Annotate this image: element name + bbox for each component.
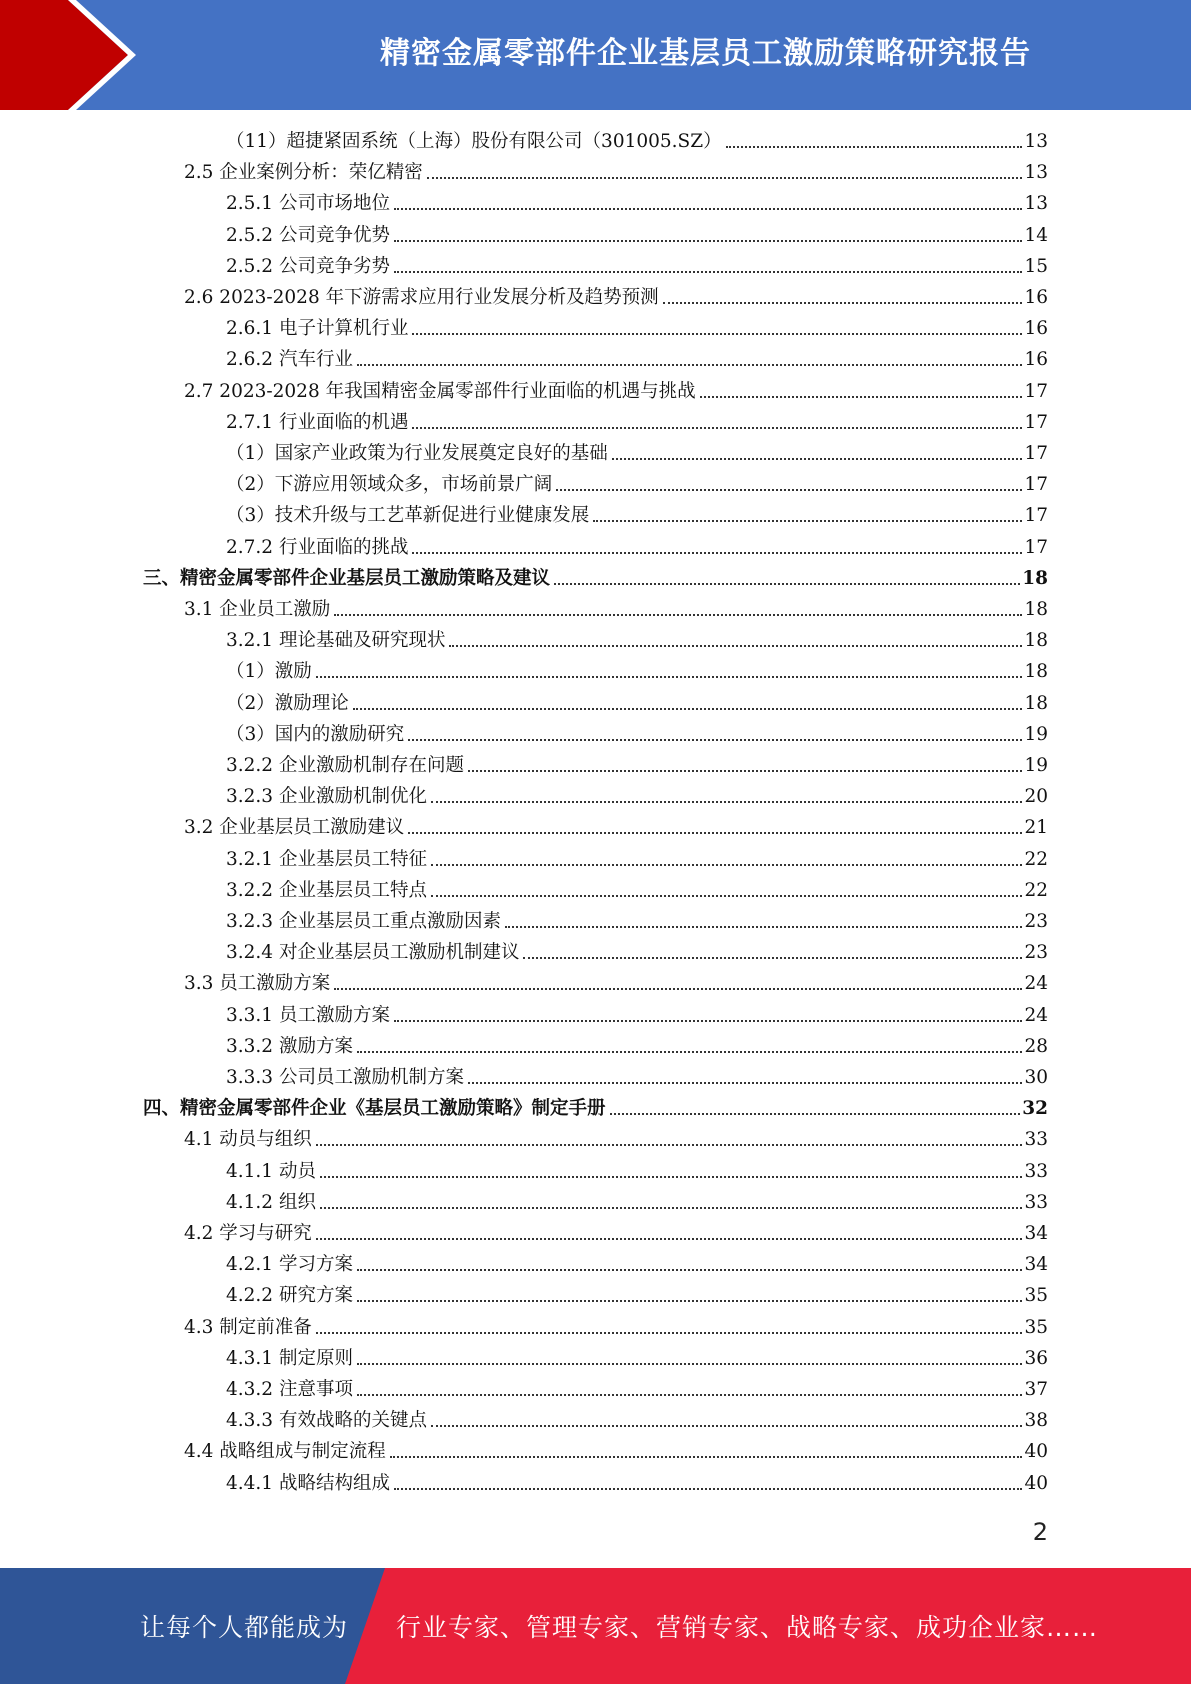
toc-dot-leader [394, 270, 1022, 273]
toc-dot-leader [320, 1175, 1023, 1178]
toc-entry-title: （1）激励 [226, 661, 312, 683]
toc-dot-leader [431, 863, 1022, 866]
toc-dot-leader [554, 582, 1020, 585]
toc-entry[interactable] [226, 908, 1048, 936]
toc-entry[interactable] [226, 690, 1048, 718]
report-title: 精密金属零部件企业基层员工激励策略研究报告 [380, 36, 1031, 71]
footer-slogan: 让每个人都能成为 [140, 1613, 349, 1642]
toc-entry-title: 3.2.4 对企业基层员工激励机制建议 [226, 942, 520, 964]
toc-dot-leader [390, 1455, 1023, 1458]
toc-dot-leader [468, 769, 1022, 772]
toc-entry-title: 2.6.1 电子计算机行业 [226, 318, 409, 340]
toc-dot-leader [505, 925, 1022, 928]
toc-entry[interactable] [226, 846, 1048, 874]
toc-dot-leader [357, 1362, 1023, 1365]
toc-entry-title: 4.2 学习与研究 [184, 1223, 312, 1244]
toc-entry[interactable] [184, 1314, 1048, 1342]
toc-dot-leader [523, 956, 1022, 959]
toc-dot-leader [357, 1050, 1023, 1053]
toc-dot-leader [394, 207, 1022, 210]
toc-dot-leader [357, 1299, 1023, 1302]
toc-entry[interactable] [184, 378, 1048, 406]
toc-entry-title: 3.3.1 员工激励方案 [226, 1004, 390, 1026]
toc-entry[interactable] [226, 877, 1048, 905]
toc-entry[interactable] [226, 315, 1048, 343]
toc-entry-title: 4.1.1 动员 [226, 1160, 316, 1182]
toc-dot-leader [700, 395, 1023, 398]
toc-dot-leader [316, 675, 1023, 678]
toc-entry-page: 16 [1024, 349, 1048, 371]
toc-entry-page: 18 [1024, 661, 1048, 683]
toc-entry-page: 24 [1024, 1004, 1048, 1026]
toc-entry-page: 14 [1024, 224, 1048, 246]
toc-entry-page: 21 [1024, 817, 1048, 839]
toc-entry[interactable] [226, 627, 1048, 655]
toc-entry-page: 17 [1024, 474, 1048, 496]
toc-entry[interactable] [226, 409, 1048, 437]
toc-entry[interactable] [226, 783, 1048, 811]
toc-entry[interactable] [226, 346, 1048, 374]
toc-entry[interactable] [226, 939, 1048, 967]
toc-entry-page: 17 [1024, 505, 1048, 527]
page-number: 2 [1032, 1518, 1048, 1546]
toc-entry-title: 3.1 企业员工激励 [184, 599, 331, 620]
toc-dot-leader [408, 831, 1022, 834]
toc-entry-title: 3.2 企业基层员工激励建议 [184, 817, 405, 839]
toc-entry-title: 3.2.3 企业激励机制优化 [226, 786, 427, 808]
toc-entry[interactable] [226, 1189, 1048, 1217]
toc-entry-page: 17 [1024, 443, 1048, 464]
toc-dot-leader [334, 613, 1022, 616]
toc-entry[interactable] [184, 159, 1048, 187]
toc-entry-title: 四、精密金属零部件企业《基层员工激励策略》制定手册 [143, 1098, 606, 1120]
toc-entry-title: 2.5.2 公司竞争劣势 [226, 255, 390, 277]
toc-entry-title: 2.7.2 行业面临的挑战 [226, 536, 409, 558]
toc-dot-leader [357, 1393, 1023, 1396]
toc-entry-title: 2.5 企业案例分析：荣亿精密 [184, 162, 423, 184]
toc-entry-title: 2.7.1 行业面临的机遇 [226, 411, 409, 433]
toc-dot-leader [394, 239, 1022, 242]
toc-entry-title: 2.6 2023-2028 年下游需求应用行业发展分析及趋势预测 [184, 287, 659, 308]
toc-entry-page: 17 [1024, 380, 1048, 402]
toc-entry[interactable] [184, 970, 1048, 998]
toc-entry[interactable] [226, 128, 1048, 156]
toc-entry[interactable] [226, 502, 1048, 530]
header-chevron-icon [0, 0, 160, 110]
toc-entry-title: 三、精密金属零部件企业基层员工激励策略及建议 [143, 567, 551, 589]
toc-entry-page: 22 [1024, 848, 1048, 870]
toc-dot-leader [427, 176, 1023, 179]
toc-entry[interactable] [226, 1345, 1048, 1373]
toc-entry[interactable] [226, 1251, 1048, 1279]
toc-entry[interactable] [143, 565, 1048, 593]
toc-entry-page: 22 [1024, 879, 1048, 901]
toc-entry-title: 4.3.3 有效战略的关键点 [226, 1410, 427, 1432]
toc-entry-page: 40 [1024, 1441, 1048, 1463]
toc-entry[interactable] [226, 190, 1048, 218]
toc-entry-page: 33 [1024, 1160, 1048, 1182]
toc-dot-leader [726, 145, 1023, 148]
toc-dot-leader [431, 800, 1022, 803]
toc-entry-title: （3）技术升级与工艺革新促进行业健康发展 [226, 505, 590, 527]
toc-entry[interactable] [226, 534, 1048, 562]
toc-entry[interactable] [184, 814, 1048, 842]
toc-entry-title: 4.4 战略组成与制定流程 [184, 1441, 386, 1463]
toc-entry[interactable] [184, 1438, 1048, 1466]
toc-dot-leader [612, 457, 1023, 460]
toc-entry[interactable] [184, 596, 1048, 624]
toc-entry-page: 23 [1024, 942, 1048, 964]
toc-entry-page: 13 [1024, 162, 1048, 184]
toc-entry-page: 15 [1024, 255, 1048, 277]
toc-entry[interactable] [226, 1033, 1048, 1061]
toc-dot-leader [431, 894, 1022, 897]
toc-entry-page: 19 [1024, 723, 1048, 745]
toc-entry[interactable] [226, 1407, 1048, 1435]
toc-entry[interactable] [226, 1064, 1048, 1092]
toc-entry-title: 4.1.2 组织 [226, 1191, 316, 1213]
toc-entry-page: 18 [1024, 599, 1048, 620]
toc-entry-page: 33 [1024, 1129, 1048, 1151]
toc-entry-title: （3）国内的激励研究 [226, 723, 405, 745]
toc-entry-page: 36 [1024, 1347, 1048, 1369]
toc-entry-title: 4.4.1 战略结构组成 [226, 1472, 390, 1494]
toc-dot-leader [610, 1112, 1021, 1115]
toc-dot-leader [320, 1206, 1023, 1209]
toc-dot-leader [316, 1237, 1023, 1240]
toc-entry-title: 3.3.3 公司员工激励机制方案 [226, 1067, 464, 1088]
toc-entry-page: 30 [1024, 1067, 1048, 1088]
toc-dot-leader [334, 987, 1022, 990]
toc-dot-leader [412, 426, 1022, 429]
toc-entry[interactable] [226, 752, 1048, 780]
toc-entry[interactable] [184, 1126, 1048, 1154]
toc-entry-title: 2.5.2 公司竞争优势 [226, 224, 390, 246]
toc-entry-page: 35 [1024, 1316, 1048, 1338]
toc-entry-title: 3.2.3 企业基层员工重点激励因素 [226, 911, 501, 932]
toc-entry[interactable] [143, 1095, 1048, 1123]
toc-entry-page: 19 [1024, 755, 1048, 776]
toc-dot-leader [353, 707, 1023, 710]
toc-entry-page: 18 [1024, 692, 1048, 714]
toc-entry-title: （2）激励理论 [226, 692, 349, 714]
toc-entry-page: 16 [1024, 287, 1048, 308]
toc-entry-title: 3.3 员工激励方案 [184, 973, 331, 995]
toc-entry-title: 3.2.2 企业激励机制存在问题 [226, 755, 464, 776]
toc-entry-page: 13 [1024, 193, 1048, 215]
toc-entry[interactable] [226, 471, 1048, 499]
toc-entry-title: 4.2.2 研究方案 [226, 1285, 353, 1307]
toc-dot-leader [408, 738, 1022, 741]
footer-roles: 行业专家、管理专家、营销专家、战略专家、成功企业家…… [396, 1613, 1099, 1642]
toc-entry[interactable] [226, 1470, 1048, 1498]
toc-dot-leader [449, 644, 1022, 647]
toc-entry-page: 35 [1024, 1285, 1048, 1307]
toc-entry-page: 34 [1024, 1223, 1048, 1244]
toc-dot-leader [556, 488, 1022, 491]
toc-entry-page: 17 [1024, 536, 1048, 558]
toc-entry[interactable] [226, 1282, 1048, 1310]
toc-entry-title: 4.3 制定前准备 [184, 1316, 312, 1338]
toc-dot-leader [394, 1487, 1022, 1490]
toc-entry-page: 33 [1024, 1191, 1048, 1213]
toc-entry-page: 17 [1024, 411, 1048, 433]
toc-entry-title: 3.3.2 激励方案 [226, 1035, 353, 1057]
toc-entry-page: 40 [1024, 1472, 1048, 1494]
toc-dot-leader [663, 301, 1023, 304]
toc-entry-title: （1）国家产业政策为行业发展奠定良好的基础 [226, 443, 608, 464]
toc-entry-page: 18 [1022, 567, 1048, 589]
toc-entry-title: 4.2.1 学习方案 [226, 1254, 353, 1276]
toc-entry[interactable] [226, 222, 1048, 250]
toc-entry-page: 34 [1024, 1254, 1048, 1276]
toc-entry-page: 20 [1024, 786, 1048, 808]
toc-dot-leader [316, 1143, 1023, 1146]
toc-entry-page: 32 [1022, 1098, 1048, 1120]
toc-dot-leader [593, 519, 1022, 522]
toc-entry[interactable] [184, 284, 1048, 312]
toc-entry-page: 13 [1024, 131, 1048, 152]
toc-entry-page: 24 [1024, 973, 1048, 995]
toc-entry[interactable] [184, 1220, 1048, 1248]
toc-entry-title: （11）超捷紧固系统（上海）股份有限公司（301005.SZ） [226, 131, 722, 152]
toc-entry-title: 4.3.1 制定原则 [226, 1347, 353, 1369]
toc-dot-leader [357, 363, 1023, 366]
toc-entry[interactable] [226, 440, 1048, 468]
toc-entry-page: 38 [1024, 1410, 1048, 1432]
toc-entry-page: 37 [1024, 1379, 1048, 1400]
toc-entry[interactable] [226, 1376, 1048, 1404]
toc-entry-title: 4.1 动员与组织 [184, 1129, 312, 1151]
toc-dot-leader [357, 1268, 1023, 1271]
toc-entry-page: 28 [1024, 1035, 1048, 1057]
toc-dot-leader [468, 1081, 1022, 1084]
toc-entry-page: 18 [1024, 630, 1048, 652]
page-header [0, 0, 1191, 110]
toc-entry-title: 2.7 2023-2028 年我国精密金属零部件行业面临的机遇与挑战 [184, 380, 696, 402]
page-footer [0, 1568, 1191, 1684]
toc-dot-leader [431, 1424, 1022, 1427]
toc-dot-leader [316, 1331, 1023, 1334]
toc-entry-title: 2.5.1 公司市场地位 [226, 193, 390, 215]
toc-entry-page: 23 [1024, 911, 1048, 932]
toc-entry[interactable] [226, 1158, 1048, 1186]
toc-entry[interactable] [226, 658, 1048, 686]
toc-dot-leader [412, 551, 1022, 554]
toc-dot-leader [394, 1019, 1022, 1022]
toc-entry-title: 3.2.1 企业基层员工特征 [226, 848, 427, 870]
toc-entry-title: （2）下游应用领域众多，市场前景广阔 [226, 474, 553, 496]
toc-entry[interactable] [226, 721, 1048, 749]
toc-dot-leader [412, 332, 1022, 335]
toc-entry[interactable] [226, 1002, 1048, 1030]
toc-entry[interactable] [226, 253, 1048, 281]
toc-entry-page: 16 [1024, 318, 1048, 340]
toc-entry-title: 3.2.1 理论基础及研究现状 [226, 630, 446, 652]
toc-entry-title: 3.2.2 企业基层员工特点 [226, 879, 427, 901]
toc-entry-title: 4.3.2 注意事项 [226, 1379, 353, 1400]
toc-entry-title: 2.6.2 汽车行业 [226, 349, 353, 371]
